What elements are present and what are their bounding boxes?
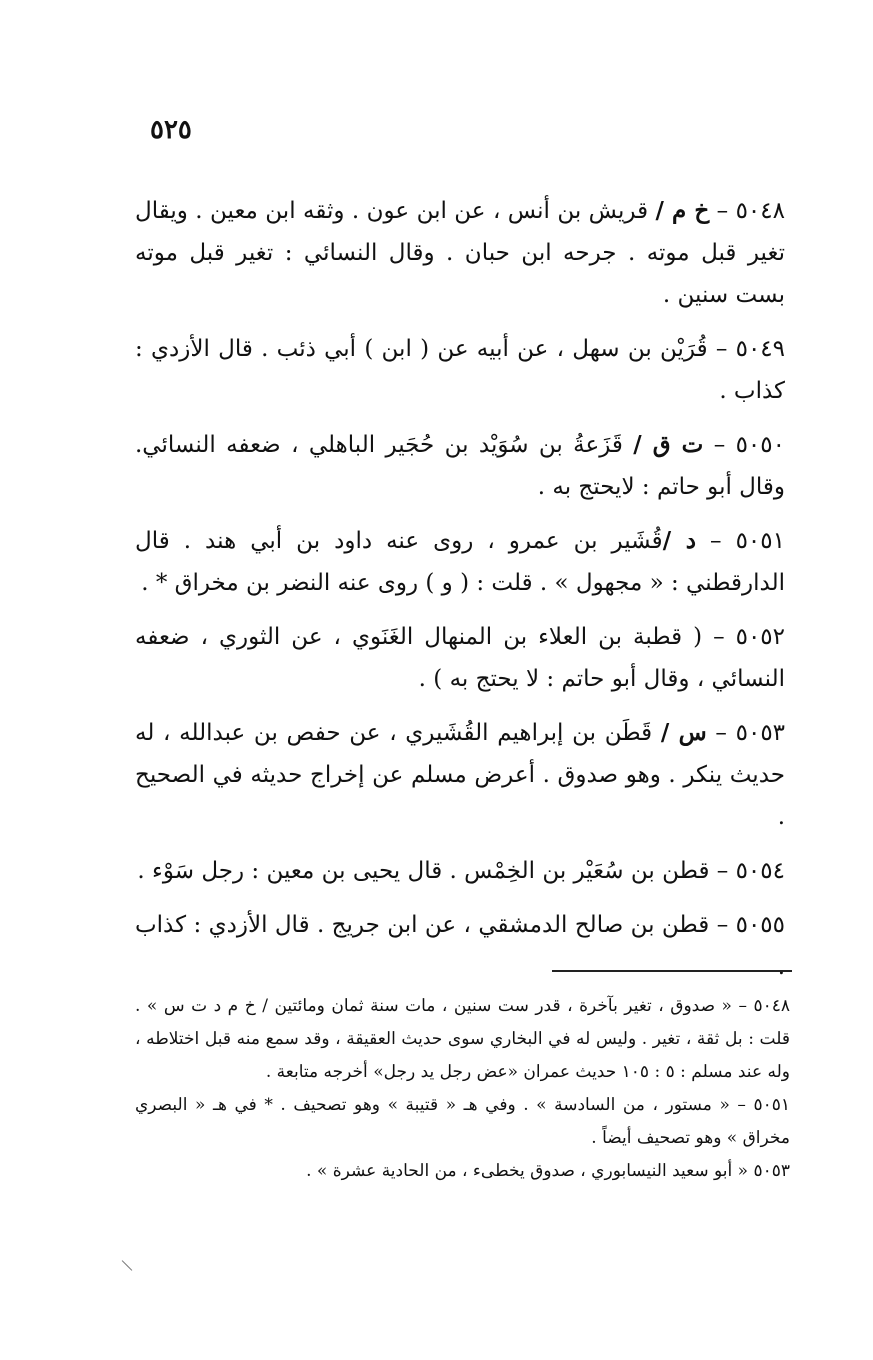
- entry-number: ٥٠٥٣: [735, 720, 786, 746]
- entry-text: ( قطبة بن العلاء بن المنهال الغَنَوي ، عن الثوري ، ضعفه النسائي ، وقال أبو حاتم : لا يحتج به ) .: [135, 624, 785, 692]
- entry: ٥٠٥٠ – ت ق / قَزَعةُ بن سُوَيْد بن حُجَير الباهلي ، ضعفه النسائي. وقال أبو حاتم : لايحتج به .: [135, 431, 785, 500]
- scan-mark: [122, 1260, 133, 1271]
- entry-number: ٥٠٥٤: [735, 858, 785, 884]
- entry-text: قُرَيْن بن سهل ، عن أبيه عن ( ابن ) أبي ذئب . قال الأزدي : كذاب .: [135, 336, 785, 404]
- footnote: [135, 1155, 790, 1188]
- footnotes: [135, 990, 790, 1188]
- entry-text: قطن بن سُعَيْر بن الخِمْس . قال يحيى بن معين : رجل سَوْء .: [137, 858, 710, 884]
- entry: ٥٠٥٤ – قطن بن سُعَيْر بن الخِمْس . قال يحيى بن معين : رجل سَوْء .: [137, 858, 785, 884]
- entries-list: [135, 190, 785, 1000]
- entry: ٥٠٥٣ – س / قَطَن بن إبراهيم القُشَيري ، عن حفص بن عبدالله ، له حديث ينكر . وهو صدوق . أعرض مسلم عن إخراج حديثه في الصحيح .: [135, 719, 786, 830]
- entry-symbol: س /: [660, 719, 707, 746]
- footnote-text: « مستور ، من السادسة » . وفي هـ « قتيبة » وهو تصحيف . * في هـ « البصري مخراق » وهو تصحيف أيضاً .: [135, 1095, 790, 1148]
- entry: ٥٠٥١ – د /قُشَير بن عمرو ، روى عنه داود بن أبي هند . قال الدارقطني : « مجهول » . قلت : ( و ) روى عنه النضر بن مخراق * .: [135, 527, 785, 596]
- footnote-number: ٥٠٥١: [753, 1095, 790, 1115]
- footnote-divider: [552, 970, 792, 972]
- entry-text: قطن بن صالح الدمشقي ، عن ابن جريج . قال الأزدي : كذاب .: [135, 912, 785, 980]
- footnote-text: « صدوق ، تغير بآخرة ، قدر ست سنين ، مات سنة ثمان ومائتين / خ م د ت س » . قلت : بل ثقة ، تغير . وليس له في البخاري سوى حديث العقيقة ، وقد سمع منه قبل اختلاطه ، وله عند مسلم : ٥ : ١٠٥ حديث عمران «عض رجل يد رجل» أخرجه متابعة .: [135, 996, 790, 1082]
- entry-text: قَطَن بن إبراهيم القُشَيري ، عن حفص بن عبدالله ، له حديث ينكر . وهو صدوق . أعرض مسلم عن إخراج حديثه في الصحيح .: [135, 720, 785, 830]
- entry: ٥٠٥٢ – ( قطبة بن العلاء بن المنهال الغَنَوي ، عن الثوري ، ضعفه النسائي ، وقال أبو حاتم : لا يحتج به ) .: [135, 624, 786, 692]
- entry-text: قُشَير بن عمرو ، روى عنه داود بن أبي هند . قال الدارقطني : « مجهول » . قلت : ( و ) روى عنه النضر بن مخراق * .: [135, 528, 785, 596]
- entry-symbol: ت ق /: [633, 431, 704, 458]
- entry-number: ٥٠٤٩: [735, 336, 786, 362]
- entry-symbol: خ م /: [655, 197, 710, 224]
- footnote-number: ٥٠٤٨: [753, 996, 790, 1016]
- entry-symbol: د /: [662, 527, 697, 554]
- entry-text: قريش بن أنس ، عن ابن عون . وثقه ابن معين . ويقال تغير قبل موته . جرحه ابن حبان . وقال النسائي : تغير قبل موته بست سنين .: [135, 198, 785, 308]
- entry: ٥٠٥٥ – قطن بن صالح الدمشقي ، عن ابن جريج . قال الأزدي : كذاب .: [135, 912, 786, 980]
- entry-number: ٥٠٥٢: [735, 624, 786, 650]
- entry-text: قَزَعةُ بن سُوَيْد بن حُجَير الباهلي ، ضعفه النسائي. وقال أبو حاتم : لايحتج به .: [135, 432, 785, 500]
- entry-number: ٥٠٥٥: [735, 912, 786, 938]
- entry-number: ٥٠٥١: [735, 528, 785, 554]
- entry-number: ٥٠٥٠: [735, 432, 785, 458]
- footnote-text: « أبو سعيد النيسابوري ، صدوق يخطىء ، من الحادية عشرة » .: [306, 1161, 749, 1181]
- entry-number: ٥٠٤٨: [735, 198, 785, 224]
- page-number: ٥٢٥: [150, 115, 192, 145]
- entry: ٥٠٤٨ – خ م / قريش بن أنس ، عن ابن عون . وثقه ابن معين . ويقال تغير قبل موته . جرحه ابن حبان . وقال النسائي : تغير قبل موته بست سنين .: [135, 197, 785, 308]
- footnote: ٥٠٥١ – « مستور ، من السادسة » . وفي هـ « قتيبة » وهو تصحيف . * في هـ « البصري مخراق » وهو تصحيف أيضاً .: [135, 1095, 790, 1148]
- footnote: ٥٠٤٨ – « صدوق ، تغير بآخرة ، قدر ست سنين ، مات سنة ثمان ومائتين / خ م د ت س » . قلت : بل ثقة ، تغير . وليس له في البخاري سوى حديث العقيقة ، وقد سمع منه قبل اختلاطه ، وله عند مسلم : ٥ : ١٠٥ حديث عمران «عض رجل يد رجل» أخرجه متابعة .: [135, 996, 790, 1082]
- footnote-number: ٥٠٥٣: [753, 1161, 790, 1181]
- entry: ٥٠٤٩ – قُرَيْن بن سهل ، عن أبيه عن ( ابن ) أبي ذئب . قال الأزدي : كذاب .: [135, 336, 786, 404]
